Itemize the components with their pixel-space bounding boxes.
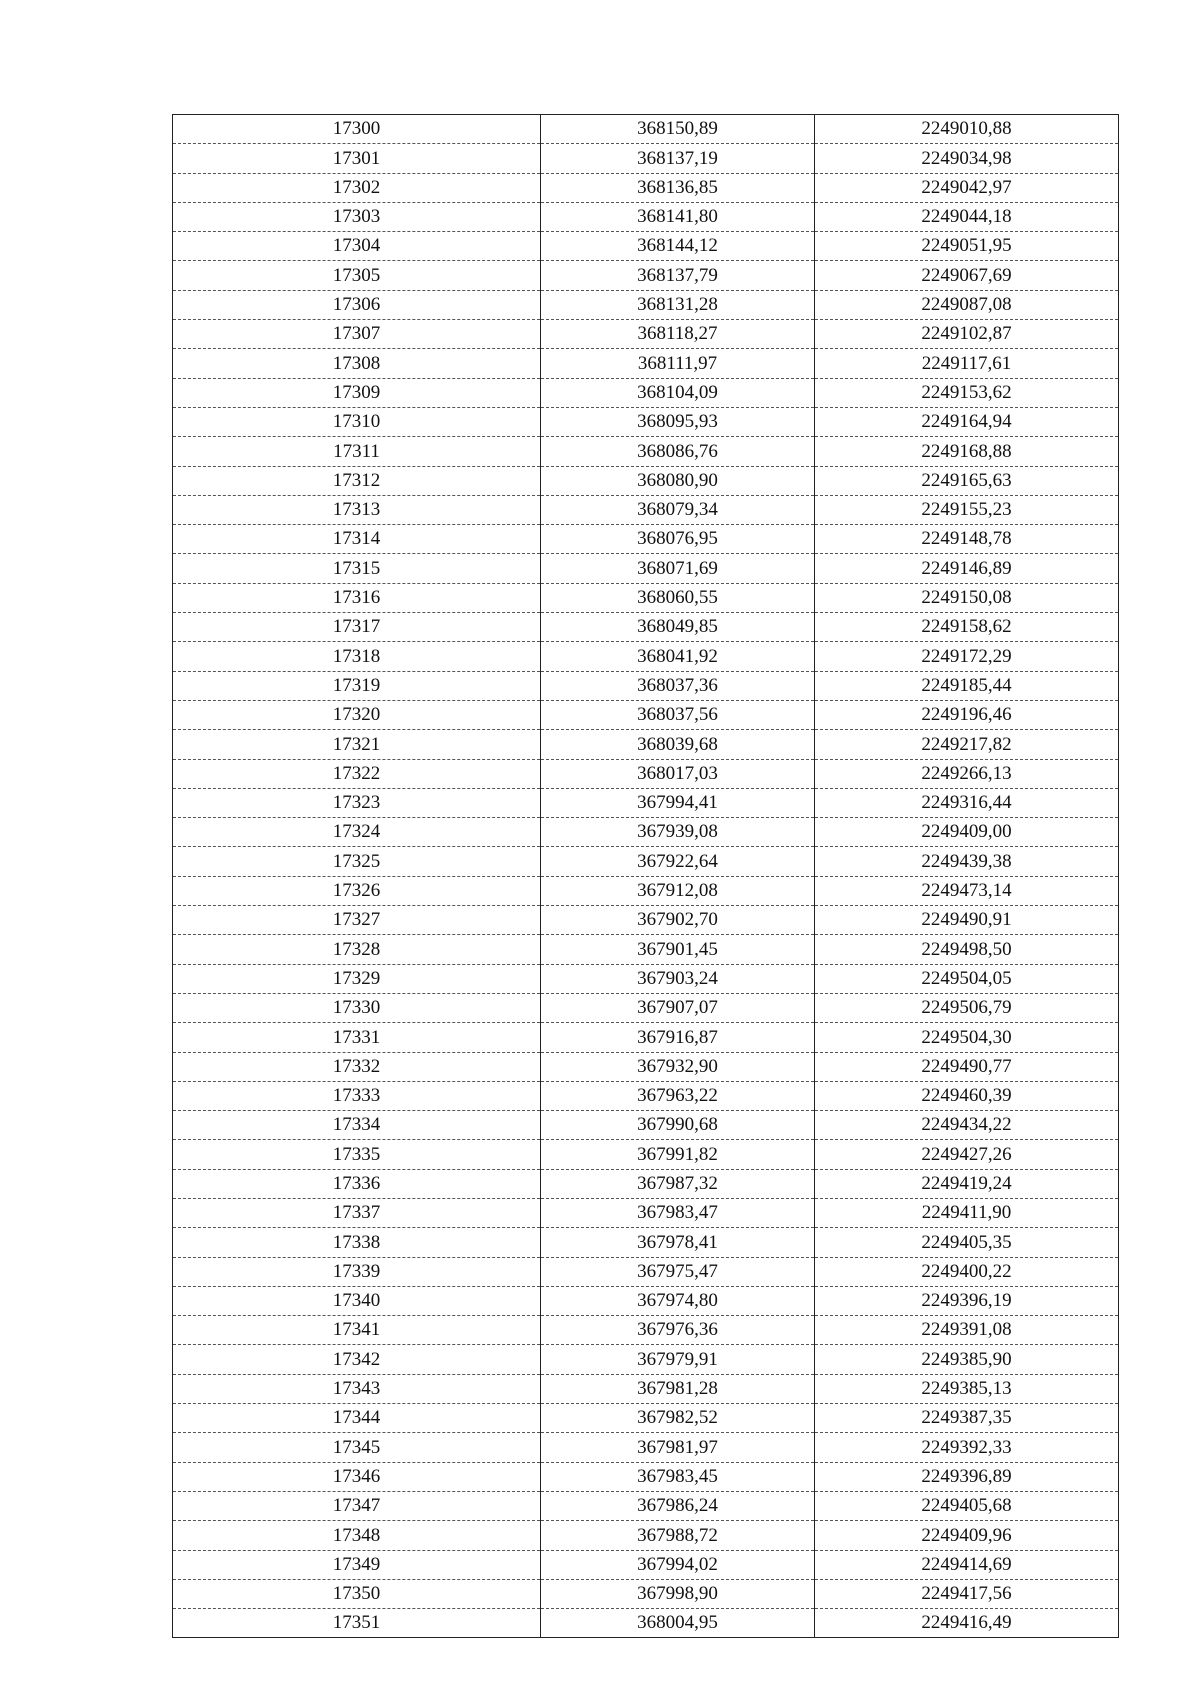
x-coordinate-cell: 367916,87	[541, 1023, 815, 1052]
point-number-cell: 17301	[173, 144, 541, 173]
y-coordinate-cell: 2249498,50	[815, 935, 1119, 964]
point-number-cell: 17336	[173, 1169, 541, 1198]
point-number-cell: 17347	[173, 1491, 541, 1520]
x-coordinate-cell: 367990,68	[541, 1111, 815, 1140]
point-number-cell: 17314	[173, 525, 541, 554]
x-coordinate-cell: 368079,34	[541, 495, 815, 524]
y-coordinate-cell: 2249414,69	[815, 1550, 1119, 1579]
coordinates-table-body	[173, 115, 1119, 1638]
x-coordinate-cell: 368080,90	[541, 466, 815, 495]
y-coordinate-cell: 2249411,90	[815, 1198, 1119, 1227]
table-row	[173, 671, 1119, 700]
x-coordinate-cell: 367988,72	[541, 1521, 815, 1550]
point-number-cell: 17322	[173, 759, 541, 788]
table-row	[173, 1198, 1119, 1227]
y-coordinate-cell: 2249504,05	[815, 964, 1119, 993]
table-row	[173, 1228, 1119, 1257]
table-row	[173, 613, 1119, 642]
x-coordinate-cell: 368049,85	[541, 613, 815, 642]
x-coordinate-cell: 368060,55	[541, 583, 815, 612]
y-coordinate-cell: 2249409,96	[815, 1521, 1119, 1550]
table-row	[173, 261, 1119, 290]
x-coordinate-cell: 367979,91	[541, 1345, 815, 1374]
y-coordinate-cell: 2249417,56	[815, 1579, 1119, 1608]
table-row	[173, 730, 1119, 759]
point-number-cell: 17333	[173, 1081, 541, 1110]
y-coordinate-cell: 2249067,69	[815, 261, 1119, 290]
point-number-cell: 17337	[173, 1198, 541, 1227]
point-number-cell: 17346	[173, 1462, 541, 1491]
y-coordinate-cell: 2249087,08	[815, 290, 1119, 319]
x-coordinate-cell: 368150,89	[541, 115, 815, 144]
table-row	[173, 1404, 1119, 1433]
x-coordinate-cell: 368104,09	[541, 378, 815, 407]
x-coordinate-cell: 368144,12	[541, 232, 815, 261]
point-number-cell: 17331	[173, 1023, 541, 1052]
y-coordinate-cell: 2249409,00	[815, 818, 1119, 847]
table-row	[173, 1023, 1119, 1052]
y-coordinate-cell: 2249155,23	[815, 495, 1119, 524]
table-row	[173, 1609, 1119, 1638]
table-row	[173, 525, 1119, 554]
point-number-cell: 17311	[173, 437, 541, 466]
y-coordinate-cell: 2249146,89	[815, 554, 1119, 583]
point-number-cell: 17329	[173, 964, 541, 993]
point-number-cell: 17328	[173, 935, 541, 964]
y-coordinate-cell: 2249385,13	[815, 1374, 1119, 1403]
y-coordinate-cell: 2249150,08	[815, 583, 1119, 612]
y-coordinate-cell: 2249164,94	[815, 407, 1119, 436]
table-row	[173, 1521, 1119, 1550]
point-number-cell: 17334	[173, 1111, 541, 1140]
y-coordinate-cell: 2249148,78	[815, 525, 1119, 554]
table-row	[173, 173, 1119, 202]
point-number-cell: 17351	[173, 1609, 541, 1638]
x-coordinate-cell: 367976,36	[541, 1316, 815, 1345]
x-coordinate-cell: 368111,97	[541, 349, 815, 378]
y-coordinate-cell: 2249391,08	[815, 1316, 1119, 1345]
x-coordinate-cell: 367981,28	[541, 1374, 815, 1403]
point-number-cell: 17339	[173, 1257, 541, 1286]
y-coordinate-cell: 2249416,49	[815, 1609, 1119, 1638]
y-coordinate-cell: 2249490,91	[815, 906, 1119, 935]
x-coordinate-cell: 368004,95	[541, 1609, 815, 1638]
y-coordinate-cell: 2249460,39	[815, 1081, 1119, 1110]
point-number-cell: 17304	[173, 232, 541, 261]
x-coordinate-cell: 368071,69	[541, 554, 815, 583]
point-number-cell: 17300	[173, 115, 541, 144]
table-row	[173, 759, 1119, 788]
y-coordinate-cell: 2249506,79	[815, 993, 1119, 1022]
y-coordinate-cell: 2249044,18	[815, 202, 1119, 231]
table-row	[173, 407, 1119, 436]
point-number-cell: 17342	[173, 1345, 541, 1374]
table-row	[173, 700, 1119, 729]
table-row	[173, 818, 1119, 847]
table-row	[173, 642, 1119, 671]
coordinates-table	[172, 114, 1119, 1638]
y-coordinate-cell: 2249405,35	[815, 1228, 1119, 1257]
x-coordinate-cell: 367903,24	[541, 964, 815, 993]
y-coordinate-cell: 2249385,90	[815, 1345, 1119, 1374]
table-row	[173, 847, 1119, 876]
x-coordinate-cell: 367907,07	[541, 993, 815, 1022]
point-number-cell: 17306	[173, 290, 541, 319]
x-coordinate-cell: 367994,02	[541, 1550, 815, 1579]
point-number-cell: 17348	[173, 1521, 541, 1550]
y-coordinate-cell: 2249172,29	[815, 642, 1119, 671]
x-coordinate-cell: 367932,90	[541, 1052, 815, 1081]
point-number-cell: 17325	[173, 847, 541, 876]
table-row	[173, 232, 1119, 261]
x-coordinate-cell: 368039,68	[541, 730, 815, 759]
x-coordinate-cell: 368095,93	[541, 407, 815, 436]
point-number-cell: 17309	[173, 378, 541, 407]
y-coordinate-cell: 2249168,88	[815, 437, 1119, 466]
y-coordinate-cell: 2249439,38	[815, 847, 1119, 876]
y-coordinate-cell: 2249419,24	[815, 1169, 1119, 1198]
point-number-cell: 17303	[173, 202, 541, 231]
table-row	[173, 583, 1119, 612]
table-row	[173, 495, 1119, 524]
table-row	[173, 1081, 1119, 1110]
point-number-cell: 17324	[173, 818, 541, 847]
table-row	[173, 1316, 1119, 1345]
point-number-cell: 17318	[173, 642, 541, 671]
y-coordinate-cell: 2249266,13	[815, 759, 1119, 788]
point-number-cell: 17316	[173, 583, 541, 612]
x-coordinate-cell: 368131,28	[541, 290, 815, 319]
table-row	[173, 202, 1119, 231]
table-row	[173, 320, 1119, 349]
x-coordinate-cell: 368137,79	[541, 261, 815, 290]
y-coordinate-cell: 2249387,35	[815, 1404, 1119, 1433]
point-number-cell: 17302	[173, 173, 541, 202]
table-row	[173, 1579, 1119, 1608]
point-number-cell: 17317	[173, 613, 541, 642]
point-number-cell: 17310	[173, 407, 541, 436]
x-coordinate-cell: 367982,52	[541, 1404, 815, 1433]
table-row	[173, 466, 1119, 495]
y-coordinate-cell: 2249165,63	[815, 466, 1119, 495]
table-row	[173, 1462, 1119, 1491]
table-row	[173, 1491, 1119, 1520]
point-number-cell: 17349	[173, 1550, 541, 1579]
y-coordinate-cell: 2249396,19	[815, 1286, 1119, 1315]
x-coordinate-cell: 367975,47	[541, 1257, 815, 1286]
table-row	[173, 788, 1119, 817]
point-number-cell: 17323	[173, 788, 541, 817]
y-coordinate-cell: 2249490,77	[815, 1052, 1119, 1081]
table-row	[173, 1111, 1119, 1140]
table-row	[173, 993, 1119, 1022]
x-coordinate-cell: 367939,08	[541, 818, 815, 847]
y-coordinate-cell: 2249316,44	[815, 788, 1119, 817]
x-coordinate-cell: 367983,45	[541, 1462, 815, 1491]
y-coordinate-cell: 2249392,33	[815, 1433, 1119, 1462]
y-coordinate-cell: 2249427,26	[815, 1140, 1119, 1169]
point-number-cell: 17305	[173, 261, 541, 290]
x-coordinate-cell: 368118,27	[541, 320, 815, 349]
table-row	[173, 1140, 1119, 1169]
x-coordinate-cell: 367987,32	[541, 1169, 815, 1198]
table-row	[173, 1550, 1119, 1579]
table-row	[173, 349, 1119, 378]
table-row	[173, 935, 1119, 964]
table-row	[173, 964, 1119, 993]
x-coordinate-cell: 368086,76	[541, 437, 815, 466]
point-number-cell: 17313	[173, 495, 541, 524]
x-coordinate-cell: 367974,80	[541, 1286, 815, 1315]
y-coordinate-cell: 2249504,30	[815, 1023, 1119, 1052]
table-row	[173, 554, 1119, 583]
table-row	[173, 1286, 1119, 1315]
table-row	[173, 1345, 1119, 1374]
table-row	[173, 115, 1119, 144]
x-coordinate-cell: 367998,90	[541, 1579, 815, 1608]
y-coordinate-cell: 2249473,14	[815, 876, 1119, 905]
point-number-cell: 17326	[173, 876, 541, 905]
table-row	[173, 1433, 1119, 1462]
point-number-cell: 17332	[173, 1052, 541, 1081]
point-number-cell: 17338	[173, 1228, 541, 1257]
x-coordinate-cell: 368017,03	[541, 759, 815, 788]
y-coordinate-cell: 2249396,89	[815, 1462, 1119, 1491]
point-number-cell: 17343	[173, 1374, 541, 1403]
x-coordinate-cell: 367986,24	[541, 1491, 815, 1520]
table-row	[173, 378, 1119, 407]
y-coordinate-cell: 2249196,46	[815, 700, 1119, 729]
point-number-cell: 17341	[173, 1316, 541, 1345]
y-coordinate-cell: 2249034,98	[815, 144, 1119, 173]
x-coordinate-cell: 367983,47	[541, 1198, 815, 1227]
point-number-cell: 17340	[173, 1286, 541, 1315]
x-coordinate-cell: 367901,45	[541, 935, 815, 964]
y-coordinate-cell: 2249185,44	[815, 671, 1119, 700]
y-coordinate-cell: 2249158,62	[815, 613, 1119, 642]
point-number-cell: 17307	[173, 320, 541, 349]
x-coordinate-cell: 367912,08	[541, 876, 815, 905]
table-row	[173, 290, 1119, 319]
x-coordinate-cell: 368037,56	[541, 700, 815, 729]
table-row	[173, 437, 1119, 466]
table-row	[173, 144, 1119, 173]
table-row	[173, 876, 1119, 905]
point-number-cell: 17308	[173, 349, 541, 378]
x-coordinate-cell: 368136,85	[541, 173, 815, 202]
y-coordinate-cell: 2249051,95	[815, 232, 1119, 261]
y-coordinate-cell: 2249434,22	[815, 1111, 1119, 1140]
point-number-cell: 17320	[173, 700, 541, 729]
x-coordinate-cell: 367902,70	[541, 906, 815, 935]
point-number-cell: 17312	[173, 466, 541, 495]
point-number-cell: 17335	[173, 1140, 541, 1169]
point-number-cell: 17344	[173, 1404, 541, 1433]
point-number-cell: 17330	[173, 993, 541, 1022]
point-number-cell: 17327	[173, 906, 541, 935]
x-coordinate-cell: 368076,95	[541, 525, 815, 554]
point-number-cell: 17319	[173, 671, 541, 700]
x-coordinate-cell: 367991,82	[541, 1140, 815, 1169]
x-coordinate-cell: 367981,97	[541, 1433, 815, 1462]
x-coordinate-cell: 368041,92	[541, 642, 815, 671]
y-coordinate-cell: 2249153,62	[815, 378, 1119, 407]
x-coordinate-cell: 367963,22	[541, 1081, 815, 1110]
y-coordinate-cell: 2249042,97	[815, 173, 1119, 202]
x-coordinate-cell: 368137,19	[541, 144, 815, 173]
y-coordinate-cell: 2249405,68	[815, 1491, 1119, 1520]
x-coordinate-cell: 367922,64	[541, 847, 815, 876]
table-row	[173, 906, 1119, 935]
y-coordinate-cell: 2249117,61	[815, 349, 1119, 378]
point-number-cell: 17315	[173, 554, 541, 583]
y-coordinate-cell: 2249010,88	[815, 115, 1119, 144]
y-coordinate-cell: 2249217,82	[815, 730, 1119, 759]
y-coordinate-cell: 2249400,22	[815, 1257, 1119, 1286]
table-row	[173, 1257, 1119, 1286]
y-coordinate-cell: 2249102,87	[815, 320, 1119, 349]
x-coordinate-cell: 368141,80	[541, 202, 815, 231]
table-row	[173, 1169, 1119, 1198]
table-row	[173, 1374, 1119, 1403]
x-coordinate-cell: 367994,41	[541, 788, 815, 817]
x-coordinate-cell: 367978,41	[541, 1228, 815, 1257]
point-number-cell: 17350	[173, 1579, 541, 1608]
point-number-cell: 17345	[173, 1433, 541, 1462]
x-coordinate-cell: 368037,36	[541, 671, 815, 700]
table-row	[173, 1052, 1119, 1081]
point-number-cell: 17321	[173, 730, 541, 759]
